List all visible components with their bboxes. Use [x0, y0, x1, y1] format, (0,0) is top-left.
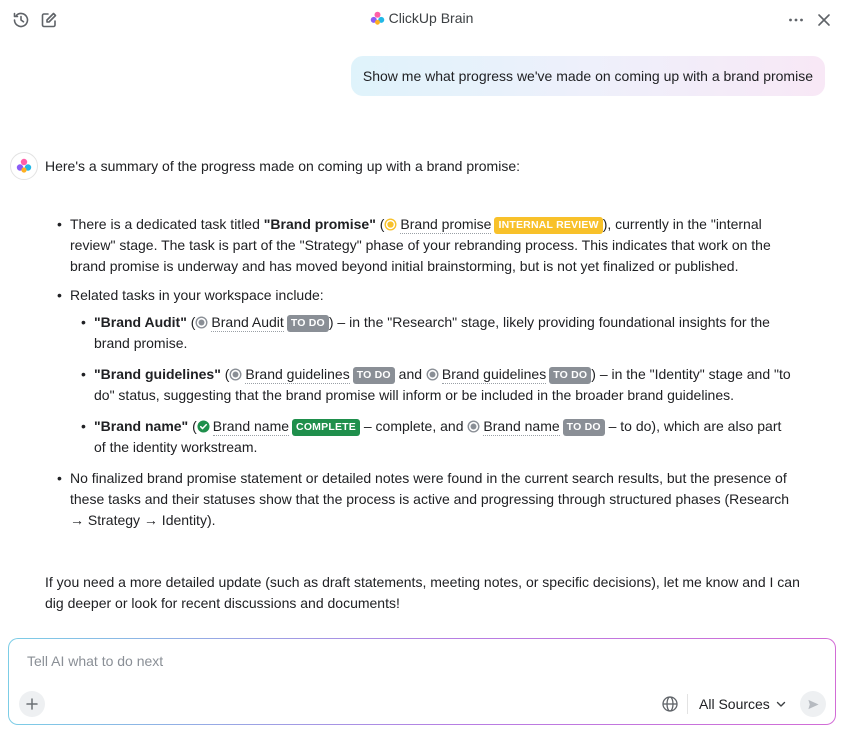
- task-link-brand-guidelines[interactable]: Brand guidelines: [245, 366, 350, 382]
- status-badge: TO DO: [353, 367, 395, 384]
- response-bullet-list: [56, 214, 796, 539]
- task-link-brand-guidelines-2[interactable]: Brand guidelines: [441, 366, 547, 382]
- plus-icon: [26, 698, 38, 710]
- header: [0, 0, 843, 40]
- user-message-bubble: Show me what progress we've made on coming up with a brand promise: [351, 56, 825, 96]
- bullet-text: No finalized brand promise statement or detailed notes were found in the current search results, but the presence of these tasks and their statuses show that the process is active and progressing through structured phases (Research → Strategy → Identity).: [70, 470, 790, 528]
- sources-dropdown[interactable]: [699, 694, 787, 714]
- add-attachment-button[interactable]: [19, 691, 45, 717]
- todo-status-icon: [426, 368, 439, 381]
- status-badge: COMPLETE: [292, 419, 360, 436]
- bullet-text: Related tasks in your workspace include:: [70, 287, 324, 303]
- task-title-bold: "Brand Audit": [94, 314, 187, 330]
- window-title-text: ClickUp Brain: [388, 10, 474, 26]
- list-item: [56, 468, 796, 531]
- status-badge: TO DO: [549, 367, 591, 384]
- list-item: [56, 214, 796, 277]
- window-title: [0, 10, 843, 26]
- task-title-bold: "Brand name": [94, 418, 189, 434]
- paren: (: [188, 418, 197, 434]
- list-item: [80, 416, 796, 458]
- chevron-down-icon: [775, 698, 787, 710]
- bullet-text: There is a dedicated task titled: [70, 216, 264, 232]
- paren: (: [186, 314, 196, 330]
- bullet-text: and: [394, 366, 426, 382]
- status-badge: INTERNAL REVIEW: [494, 217, 602, 234]
- prompt-input[interactable]: [27, 653, 807, 669]
- ai-avatar: [10, 152, 38, 180]
- send-icon: [807, 698, 820, 711]
- task-title-bold: "Brand guidelines": [94, 366, 221, 382]
- task-link-brand-audit[interactable]: Brand Audit: [211, 314, 284, 330]
- bullet-text: – to do), which are also part of the identity workstream.: [94, 418, 782, 455]
- composer: [8, 638, 836, 725]
- in-progress-status-icon: [384, 218, 397, 231]
- response-intro: Here's a summary of the progress made on coming up with a brand promise:: [45, 158, 521, 174]
- task-link-brand-promise[interactable]: Brand promise: [400, 216, 492, 232]
- status-badge: TO DO: [563, 419, 605, 436]
- paren: (: [220, 366, 230, 382]
- brain-icon: [16, 158, 32, 174]
- response-outro: If you need a more detailed update (such as draft statements, meeting notes, or specific decisions), let me know and I can dig deeper or look for recent discussions and documents!: [45, 574, 800, 611]
- clickup-brain-logo-icon: [370, 11, 385, 26]
- bullet-text: ), currently in the "internal review" stage. The task is part of the "Strategy" phase of your rebranding process. This indicates that work on the brand promise is underway and has moved beyond initial brainstorming, but is not yet finalized or published.: [70, 216, 771, 274]
- list-item: [56, 285, 796, 306]
- sources-label: All Sources: [699, 696, 770, 712]
- complete-check-icon: [197, 420, 210, 433]
- send-button[interactable]: [800, 691, 826, 717]
- composer-inner: [9, 639, 835, 724]
- list-item: [80, 312, 796, 354]
- task-link-brand-name-2[interactable]: Brand name: [483, 418, 560, 434]
- todo-status-icon: [195, 316, 208, 329]
- globe-icon[interactable]: [661, 695, 679, 713]
- task-link-brand-name[interactable]: Brand name: [212, 418, 290, 434]
- more-icon[interactable]: [786, 10, 806, 30]
- task-title-bold: "Brand promise": [263, 216, 376, 232]
- todo-status-icon: [467, 420, 480, 433]
- divider: [687, 694, 688, 714]
- bullet-text: ) – in the "Identity" stage and "to do" status, suggesting that the brand promise will inform or be included in the broader brand guidelines.: [94, 366, 791, 403]
- bullet-text: – complete, and: [359, 418, 468, 434]
- paren: (: [375, 216, 385, 232]
- status-badge: TO DO: [287, 315, 329, 332]
- bullet-text: ) – in the "Research" stage, likely providing foundational insights for the brand promise.: [94, 314, 770, 351]
- todo-status-icon: [229, 368, 242, 381]
- close-icon[interactable]: [814, 10, 834, 30]
- list-item: [80, 364, 796, 406]
